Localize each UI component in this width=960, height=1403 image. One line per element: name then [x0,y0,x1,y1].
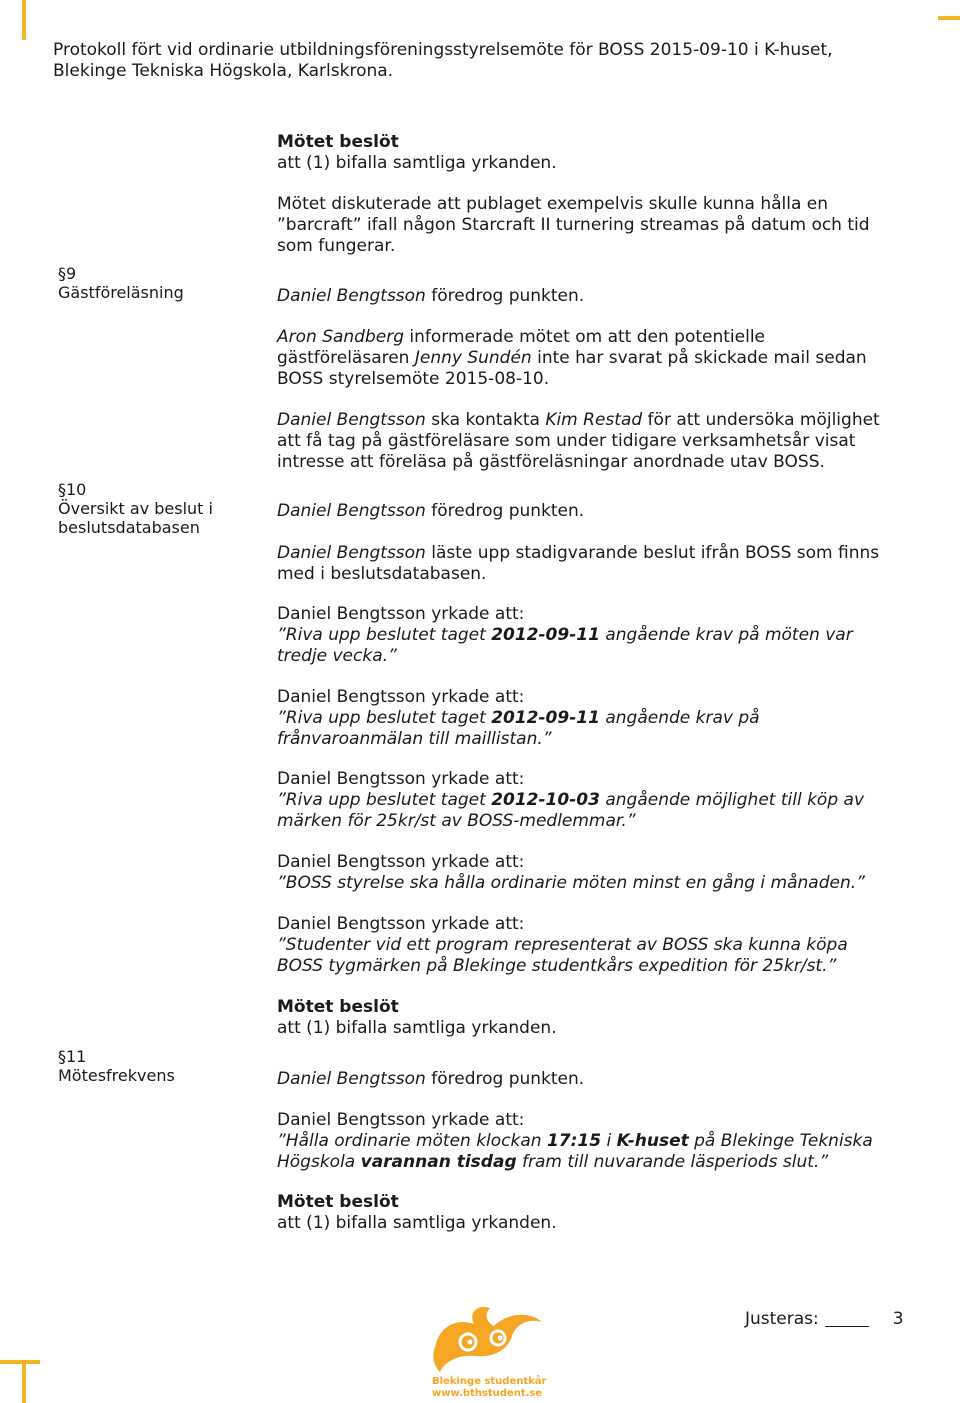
text-span: föredrog punkten. [425,501,585,521]
text-span: inte har svarat på skickade mail sedan [531,348,867,368]
presenter-paragraph [277,501,937,522]
text-span: ”Hålla ordinarie möten klockan [277,1131,547,1151]
justeras-label: Justeras: [745,1309,819,1329]
text-line: märken för 25kr/st av BOSS-medlemmar.” [277,811,636,831]
motion-3 [277,769,937,832]
motion-1 [277,604,937,667]
text-line: ”BOSS styrelse ska hålla ordinarie möten minst en gång i månaden.” [277,873,865,893]
page-number: 3 [892,1309,904,1329]
text-span: föredrog punkten. [425,286,585,306]
motion-heading: Daniel Bengtsson yrkade att: [277,687,525,707]
logo-text-line-2: www.bthstudent.se [432,1388,543,1399]
section-title-line-1: Översikt av beslut i [58,499,213,518]
person-name: Kim Restad [545,410,643,430]
text-line: ”barcraft” ifall någon Starcraft II turnering streamas på datum och tid [277,215,870,235]
location-span: K-huset [616,1131,689,1151]
text-line: BOSS tygmärken på Blekinge studentkårs expedition för 25kr/st.” [277,956,837,976]
reading-paragraph [277,543,937,585]
person-name: Daniel Bengtsson [277,501,426,521]
person-name: Jenny Sundén [414,348,532,368]
footer-signature [745,1309,915,1330]
text-span: fram till nuvarande läsperiods slut.” [516,1152,829,1172]
section-number: § 11 [58,1047,248,1066]
decorative-bar-top-right [938,16,960,20]
section-10 [58,480,248,537]
text-span: ”Riva upp beslutet taget [277,790,492,810]
person-name: Daniel Bengtsson [277,286,426,306]
text-span: läste upp stadigvarande beslut ifrån BOSS som finns [425,543,880,563]
decision-heading: Mötet beslöt [277,1192,399,1212]
decorative-bar-bottom [0,1360,40,1364]
date-span: 2012-09-11 [491,625,600,645]
presenter-paragraph [277,1069,937,1090]
text-span: gästföreläsaren [277,348,415,368]
person-name: Daniel Bengtsson [277,1069,426,1089]
logo-owl-shape [433,1307,542,1372]
motion-heading: Daniel Bengtsson yrkade att: [277,914,525,934]
motion-6 [277,1110,937,1173]
decision-block [277,132,937,174]
text-line: BOSS styrelsemöte 2015-08-10. [277,369,550,389]
logo-owl-pupil-left [468,1340,473,1345]
text-line: som fungerar. [277,236,396,256]
action-paragraph [277,410,937,473]
person-name: Daniel Bengtsson [277,543,426,563]
text-line: ”Studenter vid ett program representerat av BOSS ska kunna köpa [277,935,848,955]
text-span: angående möjlighet till köp av [599,790,865,810]
decision-block [277,997,937,1039]
motion-4 [277,852,937,894]
text-span: i [601,1131,617,1151]
section-title-line-2: beslutsdatabasen [58,518,200,537]
section-11 [58,1047,248,1085]
decision-text: att (1) bifalla samtliga yrkanden. [277,153,557,173]
text-line: tredje vecka.” [277,646,397,666]
text-line: frånvaroanmälan till maillistan.” [277,729,552,749]
decision-heading: Mötet beslöt [277,997,399,1017]
decorative-bar-top [22,0,26,40]
person-name: Daniel Bengtsson [277,410,426,430]
text-span: informerade mötet om att den potentielle [404,327,766,347]
text-span: föredrog punkten. [425,1069,585,1089]
text-line: med i beslutsdatabasen. [277,564,487,584]
motion-heading: Daniel Bengtsson yrkade att: [277,852,525,872]
motion-2 [277,687,937,750]
info-paragraph [277,327,937,390]
text-span: ska kontakta [425,410,546,430]
header-line-2: Blekinge Tekniska Högskola, Karlskrona. [53,61,394,81]
logo-text-line-1: Blekinge studentkår [432,1376,547,1387]
decision-block [277,1192,937,1234]
document-header [53,40,933,82]
decision-text: att (1) bifalla samtliga yrkanden. [277,1018,557,1038]
schedule-span: varannan tisdag [360,1152,517,1172]
motion-heading: Daniel Bengtsson yrkade att: [277,604,525,624]
section-9 [58,264,248,302]
text-span: för att undersöka möjlighet [642,410,880,430]
motion-heading: Daniel Bengtsson yrkade att: [277,769,525,789]
text-line: intresse att föreläsa på gästföreläsningar anordnade utav BOSS. [277,452,825,472]
decorative-bar-bottom-vertical [22,1362,26,1403]
text-span: på Blekinge Tekniska [688,1131,873,1151]
decision-text: att (1) bifalla samtliga yrkanden. [277,1213,557,1233]
logo-owl-pupil-right [498,1336,503,1341]
presenter-paragraph [277,286,937,307]
time-span: 17:15 [546,1131,602,1151]
date-span: 2012-10-03 [491,790,600,810]
header-line-1: Protokoll fört vid ordinarie utbildningsföreningsstyrelsemöte för BOSS 2015-09-10 i K-huset, [53,40,833,60]
date-span: 2012-09-11 [491,708,600,728]
text-span: Högskola [277,1152,361,1172]
text-span: ”Riva upp beslutet taget [277,625,492,645]
discussion-paragraph [277,194,937,257]
person-name: Aron Sandberg [277,327,405,347]
section-number: § 9 [58,264,248,283]
motion-5 [277,914,937,977]
decision-heading: Mötet beslöt [277,132,399,152]
text-line: Mötet diskuterade att publaget exempelvis skulle kunna hålla en [277,194,829,214]
motion-heading: Daniel Bengtsson yrkade att: [277,1110,525,1130]
section-number: § 10 [58,480,248,499]
section-title: Mötesfrekvens [58,1066,175,1085]
text-span: ”Riva upp beslutet taget [277,708,492,728]
text-line: att få tag på gästföreläsare som under tidigare verksamhetsår visat [277,431,856,451]
section-title: Gästföreläsning [58,283,184,302]
text-span: angående krav på möten var [599,625,853,645]
text-span: angående krav på [599,708,760,728]
signature-line [825,1326,869,1327]
